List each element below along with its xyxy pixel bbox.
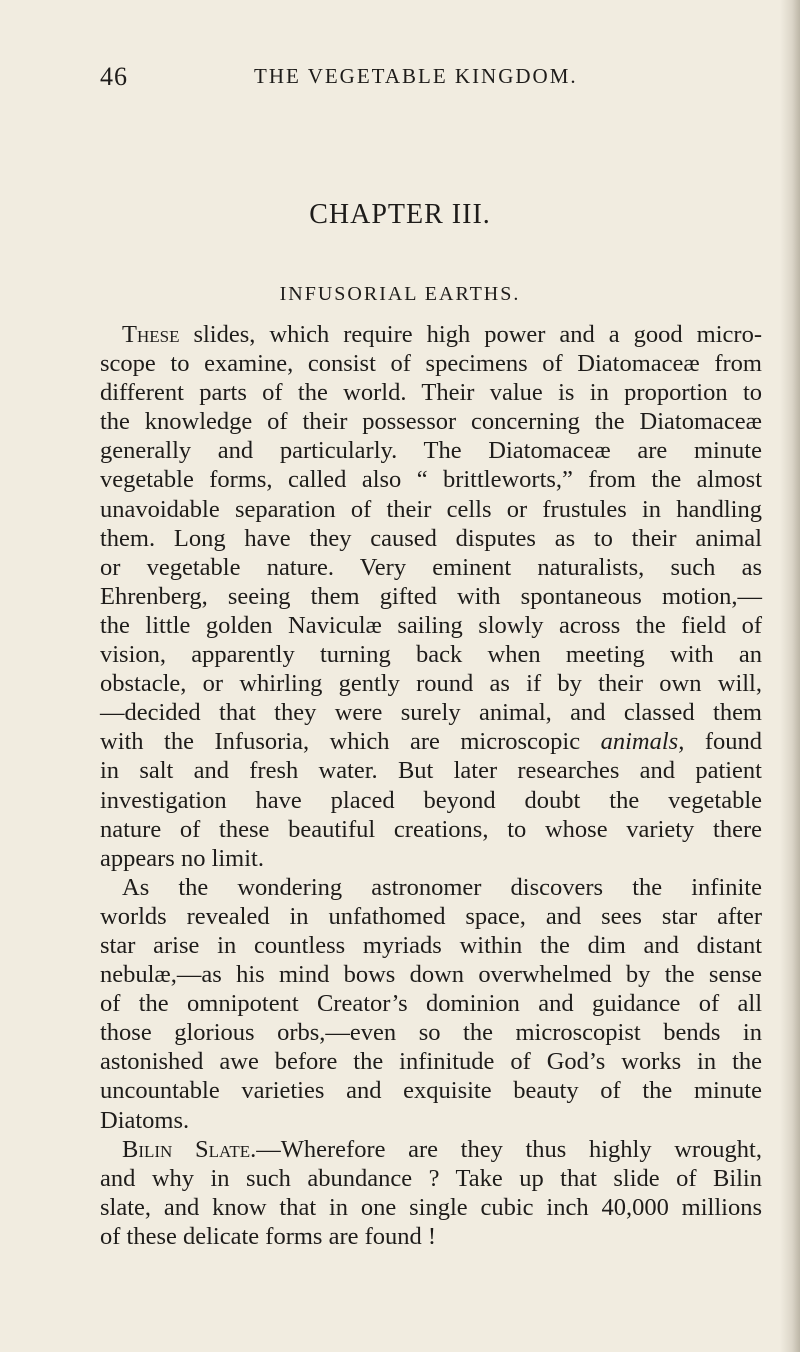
text-line: of these delicate forms are found ! [100,1222,437,1250]
text-line: Bilin Slate.—Wherefore are they thus highly wrought, [122,1135,762,1163]
chapter-heading: CHAPTER III. [309,199,491,230]
text-line: obstacle, or whirling gently round as if by their own will, [100,670,762,698]
text-line: of the omnipotent Creator’s dominion and guidance of all [100,990,762,1018]
section-heading: INFUSORIAL EARTHS. [279,283,521,305]
text-line: unavoidable separation of their cells or frustules in handling [100,495,762,523]
text-line: generally and particularly. The Diatomaceæ are minute [100,437,762,465]
text-line: star arise in countless myriads within the dim and distant [100,931,762,959]
lead-in-smallcaps: These [122,321,180,348]
text-line: with the Infusoria, which are microscopic animals, found [100,728,762,756]
text-line: Diatoms. [100,1106,190,1134]
text-line: different parts of the world. Their value is in proportion to [100,379,762,407]
text-line: and why in such abundance ? Take up that slide of Bilin [100,1164,762,1192]
text-line: uncountable varieties and exquisite beauty of the minute [100,1077,762,1105]
text-line: appears no limit. [100,844,264,872]
running-title: THE VEGETABLE KINGDOM. [254,64,578,88]
text-line: slate, and know that in one single cubic inch 40,000 millions [100,1193,762,1221]
text-line: in salt and fresh water. But later researches and patient [100,757,762,785]
text-line: scope to examine, consist of specimens of Diatomaceæ from [100,350,762,378]
text-line: nebulæ,—as his mind bows down overwhelmed by the sense [100,961,762,989]
text-line: the knowledge of their possessor concerning the Diatomaceæ [100,408,762,436]
text-line: —decided that they were surely animal, and classed them [100,699,762,727]
text-line: astonished awe before the infinitude of God’s works in the [100,1048,762,1076]
text-line: nature of these beautiful creations, to whose variety there [100,815,762,843]
body-text [100,320,762,1251]
text-line: vision, apparently turning back when meeting with an [100,641,762,669]
lead-in-smallcaps: Bilin Slate. [122,1135,257,1163]
text-line: As the wondering astronomer discovers the infinite [122,873,762,901]
text-line: worlds revealed in unfathomed space, and sees star after [100,902,762,930]
page-number: 46 [100,62,128,91]
text-line: investigation have placed beyond doubt the vegetable [100,786,762,814]
text-line: or vegetable nature. Very eminent naturalists, such as [100,553,762,581]
text-line: These slides, which require high power and a good micro- [122,321,762,348]
running-header [0,62,800,102]
text-line: the little golden Naviculæ sailing slowly across the field of [100,611,762,639]
text-line: those glorious orbs,—even so the microscopist bends in [100,1019,762,1047]
text-line: them. Long have they caused disputes as to their animal [100,524,762,552]
text-line: vegetable forms, called also “ brittleworts,” from the almost [100,466,762,494]
text-line: Ehrenberg, seeing them gifted with spontaneous motion,— [100,582,762,610]
